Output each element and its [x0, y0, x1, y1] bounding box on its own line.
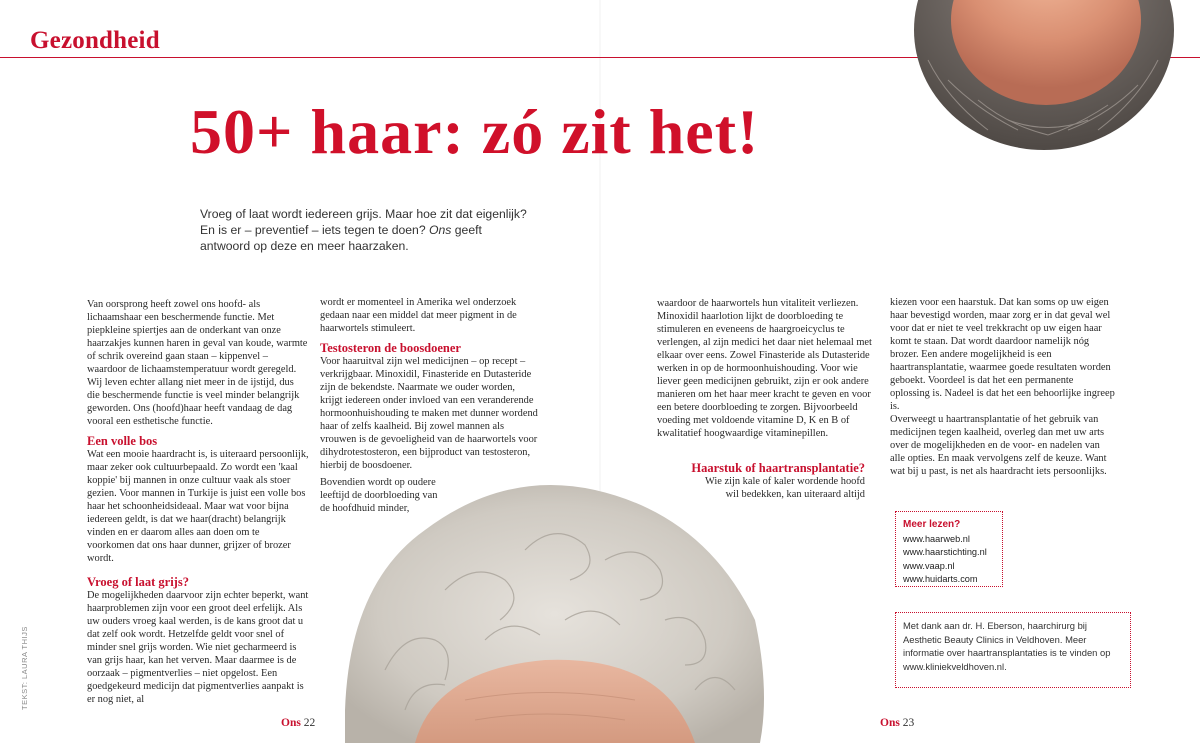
page-number-right [880, 717, 914, 729]
link[interactable]: www.haarstichting.nl [903, 547, 987, 557]
paragraph: Wie zijn kale of kaler wordende hoofd wil bedekken, kan uiteraard altijd [705, 476, 865, 500]
page-number: 23 [902, 717, 915, 729]
link[interactable]: www.haarweb.nl [903, 533, 970, 544]
column-1 [87, 298, 309, 706]
subheading: Testosteron de boosdoener [320, 341, 461, 355]
page-number: 22 [303, 717, 316, 729]
paragraph: De mogelijkheden daarvoor zijn echter beperkt, want haarproblemen zijn voor een groot deel erfelijk. Als uw ouders vroeg kaal werden, is de kans groot dat u dat zelf ook wordt. Hetzelfde geldt voor snel of minder snel grijs worden. Wie niet gecharmeerd is van grijs haar, kan het verven. Maar daarmee is de oorzaak – pigmentverlies – niet opgelost. Een goedgekeurd medicijn dat pigmentverlies aanpakt is er nog niet, al [87, 590, 309, 705]
intro-text [200, 206, 600, 254]
paragraph: Bovendien wordt op oudere leeftijd de doorbloeding van de hoofdhuid minder, [320, 477, 438, 514]
column-3 [657, 297, 879, 440]
column-2 [320, 296, 540, 472]
intro-line: En is er – preventief – iets tegen te doen? Ons geeft [200, 223, 482, 237]
link[interactable]: www.huidarts.com [903, 574, 978, 584]
intro-line: Vroeg of laat wordt iedereen grijs. Maar hoe zit dat eigenlijk? [200, 207, 527, 221]
subheading: Vroeg of laat grijs? [87, 575, 189, 589]
intro-line: antwoord op deze en meer haarzaken. [200, 239, 409, 253]
page-number-left [281, 717, 315, 729]
column-4 [890, 296, 1115, 478]
magazine-brand: Ons [880, 717, 900, 729]
paragraph: Van oorsprong heeft zowel ons hoofd- als lichaamshaar een beschermende functie. Met piepkleine spiertjes aan de onderkant van onze haarzakjes kunnen haren in geval van koude, warmte of schrik overeind gaan staan – kippenvel – waardoor de lichaamstemperatuur wordt geregeld. Wij leven echter allang niet meer in de ijstijd, dus die beschermende functie is veel minder belangrijk geworden. Ons (hoofd)haar heeft vandaag de dag vooral een esthetische functie. [87, 299, 308, 427]
paragraph: Voor haaruitval zijn wel medicijnen – op recept – verkrijgbaar. Minoxidil, Finasteride en Dutasteride zijn de bekendste. Naarmate we ouder worden, krijgt iedereen onder invloed van een veranderende hormoonhuishouding te maken met dunner wordend haar of zelfs kaalheid. Bij zowel mannen als vrouwen is de gevoeligheid van de haarwortels voor dihydrotestosteron, een bijproduct van testosteron, hierbij de boosdoener. [320, 356, 538, 471]
column-3-tail [690, 455, 865, 501]
paragraph: waardoor de haarwortels hun vitaliteit verliezen. Minoxidil haarlotion lijkt de doorbloeding te stimuleren en eveneens de haargroeicyclus te verlengen, al zijn medici het daar niet helemaal met elkaar over eens. Zowel Finasteride als Dutasteride werken in op de hormoonhuishouding. Voor wie liever geen medicijnen gebruikt, zijn er ook andere manieren om het haar meer kracht te geven en voor een betere doorbloeding te zorgen. Bijvoorbeeld voeding met voldoende vitamine D, K en B of kwalitatief hoogwaardige vitaminepillen. [657, 298, 872, 439]
author-credit: TEKST: LAURA THIJS [20, 626, 29, 710]
link[interactable]: www.vaap.nl [903, 560, 955, 571]
more-reading-box [895, 511, 1003, 587]
paragraph: wordt er momenteel in Amerika wel onderzoek gedaan naar een middel dat meer pigment in de haarwortels stimuleert. [320, 297, 517, 334]
thanks-box: Met dank aan dr. H. Eberson, haarchirurg bij Aesthetic Beauty Clinics in Veldhoven. Meer informatie over haartransplantaties is te vinden op www.kliniekveldhoven.nl. [895, 612, 1131, 688]
paragraph: Overweegt u haartransplantatie of het gebruik van medicijnen tegen kaalheid, overleg dan met uw arts over de mogelijkheden en de voor- en nadelen van alle opties. En maak vervolgens zelf de keuze. Want wat bij u past, is net als haardracht iets persoonlijks. [890, 414, 1107, 477]
more-reading-title: Meer lezen? [903, 519, 961, 530]
paragraph: kiezen voor een haarstuk. Dat kan soms op uw eigen haar bevestigd worden, maar zorg er in dat geval wel voor dat er niet te veel trekkracht op uw eigen haar komt te staan. Dat wordt daardoor namelijk nóg brozer. Een andere mogelijkheid is een haartransplantatie, waarmee goede resultaten worden geboekt. Voordeel is dat het een permanente oplossing is. Nadeel is dat het een behoorlijke ingreep is. [890, 297, 1115, 412]
paragraph: Wat een mooie haardracht is, is uiteraard persoonlijk, maar zeker ook cultuurbepaald. Zo wordt een 'kaal koppie' bij mannen in onze cultuur vaak als stoer gezien. Voor mannen in Turkije is juist een volle bos haar het schoonheidsideaal. Maar wat voor bijna iedereen geldt, is dat we haar(dracht) belangrijk vinden en er daarom alles aan doen om te voorkomen dat ons haar dunner, grijzer of brozer wordt. [87, 449, 309, 564]
magazine-brand: Ons [281, 717, 301, 729]
column-2-tail [320, 476, 440, 515]
balding-head-photo [888, 0, 1200, 160]
subheading: Een volle bos [87, 434, 158, 448]
subheading: Haarstuk of haartransplantatie? [691, 461, 865, 475]
section-label: Gezondheid [30, 27, 160, 54]
headline: 50+ haar: zó zit het! [190, 96, 760, 167]
